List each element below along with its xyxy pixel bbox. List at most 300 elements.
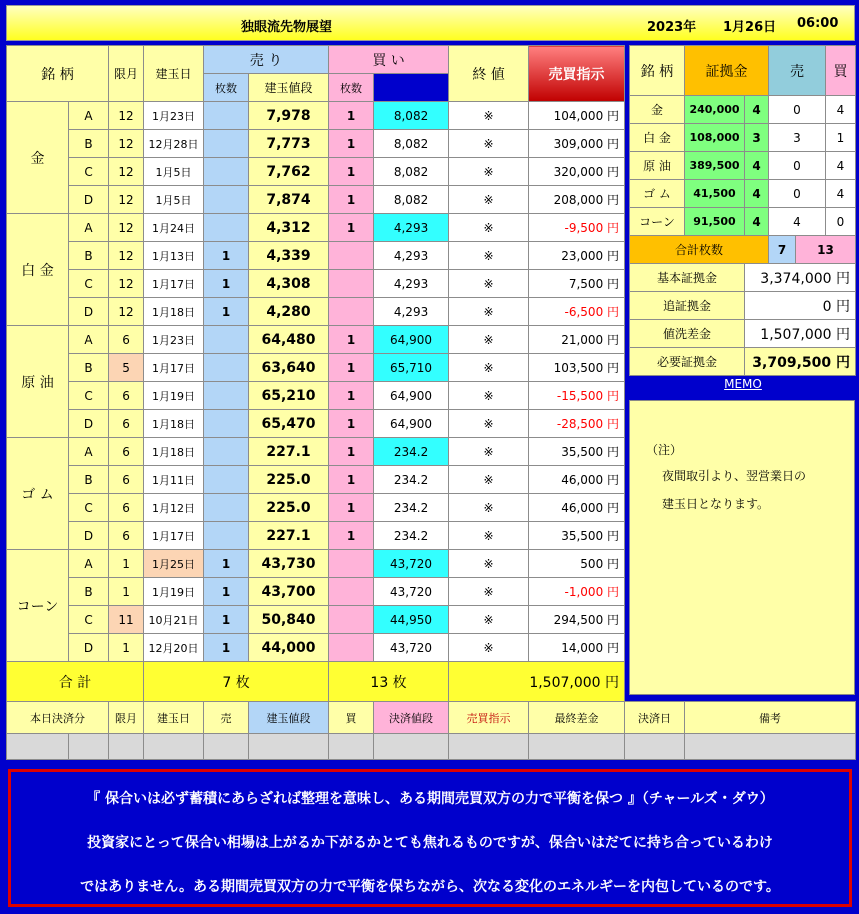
- side-header-kai: 買: [826, 46, 856, 96]
- entry-date: 1月5日: [144, 158, 204, 186]
- sell-count: [204, 186, 249, 214]
- settle-header-7: 売買指示: [449, 702, 529, 734]
- close-price: 44,950: [374, 606, 449, 634]
- trade-mark: ※: [449, 438, 529, 466]
- entry-price: 65,210: [249, 382, 329, 410]
- close-price: 4,293: [374, 270, 449, 298]
- yen-unit: 円: [607, 221, 620, 235]
- entry-date: 1月25日: [144, 550, 204, 578]
- sell-count: [204, 522, 249, 550]
- nearai-label: 値洗差金: [630, 320, 745, 348]
- entry-price: 4,280: [249, 298, 329, 326]
- close-price: 8,082: [374, 158, 449, 186]
- trade-mark: ※: [449, 606, 529, 634]
- entry-date: 1月19日: [144, 578, 204, 606]
- sell-count: 1: [204, 634, 249, 662]
- position-key: C: [69, 270, 109, 298]
- buy-count: [329, 606, 374, 634]
- settle-header-0: 本日決済分: [7, 702, 109, 734]
- yen-unit: 円: [607, 333, 620, 347]
- position-key: B: [69, 466, 109, 494]
- mtm-value: 35,500: [561, 445, 604, 459]
- settle-blank-cell: [449, 734, 529, 760]
- contract-month: 12: [109, 158, 144, 186]
- yen-unit: 円: [607, 445, 620, 459]
- close-price: 234.2: [374, 438, 449, 466]
- sell-count: [204, 438, 249, 466]
- close-price: 43,720: [374, 550, 449, 578]
- table-row: [7, 354, 625, 382]
- position-key: D: [69, 522, 109, 550]
- header-bar: [6, 5, 855, 41]
- margin-row: [630, 208, 856, 236]
- contract-month: 12: [109, 214, 144, 242]
- margin-row: [630, 152, 856, 180]
- yen-unit: 円: [607, 249, 620, 263]
- header-time: 06:00: [797, 16, 839, 31]
- buy-count: 1: [329, 438, 374, 466]
- close-price: 8,082: [374, 130, 449, 158]
- entry-price: 7,978: [249, 102, 329, 130]
- trade-mark: ※: [449, 298, 529, 326]
- margin-sell: 3: [769, 124, 826, 152]
- buy-count: [329, 242, 374, 270]
- kihon-value: 3,374,000 円: [745, 264, 856, 292]
- trade-mark: ※: [449, 382, 529, 410]
- entry-price: 64,480: [249, 326, 329, 354]
- entry-date: 10月21日: [144, 606, 204, 634]
- margin-row: [630, 124, 856, 152]
- yen-unit: 円: [607, 585, 620, 599]
- buy-count: 1: [329, 186, 374, 214]
- contract-month: 6: [109, 466, 144, 494]
- table-row: [7, 298, 625, 326]
- yen-unit: 円: [607, 501, 620, 515]
- close-price: 234.2: [374, 466, 449, 494]
- yen-unit: 円: [607, 193, 620, 207]
- entry-date: 1月17日: [144, 270, 204, 298]
- mtm-value: 46,000: [561, 501, 604, 515]
- mtm-value: 208,000: [553, 193, 604, 207]
- buy-count: [329, 578, 374, 606]
- margin-commodity: ゴ ム: [630, 180, 685, 208]
- settle-header-2: 建玉日: [144, 702, 204, 734]
- contract-month: 1: [109, 550, 144, 578]
- settle-blank-cell: [625, 734, 685, 760]
- yen-unit: 円: [605, 674, 620, 691]
- quote-line: 投資家にとって保合い相場は上がるか下がるかとても焦れるものですが、保合いはだてに持ち合っているわけ: [87, 835, 773, 851]
- close-price: 64,900: [374, 410, 449, 438]
- contract-month: 1: [109, 578, 144, 606]
- commodity-label: 白 金: [7, 214, 69, 326]
- quote-line: ではありません。ある期間売買双方の力で平衡を保ちながら、次なる変化のエネルギーを内包しているのです。: [80, 879, 780, 895]
- settle-blank-cell: [329, 734, 374, 760]
- trade-mark: ※: [449, 130, 529, 158]
- settle-blank-cell: [685, 734, 856, 760]
- contract-month: 6: [109, 410, 144, 438]
- table-row: [7, 438, 625, 466]
- settle-header-5: 買: [329, 702, 374, 734]
- position-key: D: [69, 298, 109, 326]
- entry-date: 12月20日: [144, 634, 204, 662]
- entry-date: 1月18日: [144, 438, 204, 466]
- sell-count: 1: [204, 242, 249, 270]
- margin-commodity: 原 油: [630, 152, 685, 180]
- position-key: B: [69, 130, 109, 158]
- yen-unit: 円: [607, 613, 620, 627]
- table-row: [7, 550, 625, 578]
- close-price: 65,710: [374, 354, 449, 382]
- buy-count: 1: [329, 382, 374, 410]
- side-header-uri: 売: [769, 46, 826, 96]
- yen-unit: 円: [607, 305, 620, 319]
- sell-count: [204, 158, 249, 186]
- settle-blank-cell: [249, 734, 329, 760]
- entry-price: 225.0: [249, 494, 329, 522]
- mtm-value: -9,500: [564, 221, 604, 235]
- settle-header-4: 建玉値段: [249, 702, 329, 734]
- settle-header-6: 決済値段: [374, 702, 449, 734]
- memo-line: 夜間取引より、翌営業日の: [662, 469, 807, 483]
- buy-count: 1: [329, 522, 374, 550]
- table-row: [7, 186, 625, 214]
- table-row: [7, 158, 625, 186]
- close-price: 4,293: [374, 242, 449, 270]
- tsui-value: 0 円: [745, 292, 856, 320]
- table-row: [7, 130, 625, 158]
- hitsuyo-value: 3,709,500 円: [745, 348, 856, 376]
- position-key: B: [69, 354, 109, 382]
- mtm-value: -6,500: [564, 305, 604, 319]
- settle-header-8: 最終差金: [529, 702, 625, 734]
- position-key: B: [69, 578, 109, 606]
- baibai-shiji-button[interactable]: 売買指示: [529, 46, 625, 102]
- margin-count: 3: [745, 124, 769, 152]
- margin-amount: 240,000: [685, 96, 745, 124]
- sell-count: 1: [204, 550, 249, 578]
- entry-price: 225.0: [249, 466, 329, 494]
- contract-month: 6: [109, 438, 144, 466]
- commodity-label: 金: [7, 102, 69, 214]
- settle-header-3: 売: [204, 702, 249, 734]
- position-key: D: [69, 634, 109, 662]
- header-uri: 売 り: [204, 46, 329, 74]
- mtm-value: 23,000: [561, 249, 604, 263]
- table-row: [7, 214, 625, 242]
- entry-price: 4,308: [249, 270, 329, 298]
- close-price: 64,900: [374, 326, 449, 354]
- yen-unit: 円: [607, 361, 620, 375]
- close-price: 43,720: [374, 578, 449, 606]
- contract-month: 12: [109, 186, 144, 214]
- sell-count: [204, 494, 249, 522]
- mtm-value: 21,000: [561, 333, 604, 347]
- contract-month: 12: [109, 102, 144, 130]
- buy-count: 1: [329, 326, 374, 354]
- table-row: [7, 242, 625, 270]
- positions-table: [6, 45, 625, 702]
- contract-month: 6: [109, 522, 144, 550]
- sell-count: [204, 382, 249, 410]
- entry-date: 1月23日: [144, 102, 204, 130]
- yen-unit: 円: [607, 165, 620, 179]
- position-key: D: [69, 410, 109, 438]
- sell-count: [204, 102, 249, 130]
- table-row: [7, 102, 625, 130]
- trade-mark: ※: [449, 326, 529, 354]
- buy-count: [329, 270, 374, 298]
- close-price: 234.2: [374, 522, 449, 550]
- sell-count: [204, 130, 249, 158]
- yen-unit: 円: [607, 529, 620, 543]
- entry-price: 65,470: [249, 410, 329, 438]
- buy-count: 1: [329, 158, 374, 186]
- position-key: B: [69, 242, 109, 270]
- buy-count: 1: [329, 214, 374, 242]
- margin-buy: 4: [826, 96, 856, 124]
- entry-price: 227.1: [249, 438, 329, 466]
- close-price: 8,082: [374, 102, 449, 130]
- yen-unit: 円: [607, 389, 620, 403]
- yen-unit: 円: [607, 641, 620, 655]
- margin-buy: 4: [826, 152, 856, 180]
- entry-date: 1月18日: [144, 410, 204, 438]
- entry-date: 1月24日: [144, 214, 204, 242]
- trade-mark: ※: [449, 410, 529, 438]
- table-row: [7, 382, 625, 410]
- close-price: 4,293: [374, 298, 449, 326]
- page-title: 独眼流先物展望: [241, 20, 333, 35]
- settle-blank-cell: [204, 734, 249, 760]
- contract-month: 11: [109, 606, 144, 634]
- position-key: C: [69, 606, 109, 634]
- entry-price: 50,840: [249, 606, 329, 634]
- side-total-sell: 7: [769, 236, 796, 264]
- sell-count: 1: [204, 578, 249, 606]
- table-row: [7, 494, 625, 522]
- header-date: 1月26日: [723, 20, 777, 35]
- position-key: C: [69, 382, 109, 410]
- yen-unit: 円: [607, 417, 620, 431]
- quote-line: 『 保合いは必ず蓄積にあらざれば整理を意味し、ある期間売買双方の力で平衡を保つ 』（チャールズ・ダウ）: [86, 791, 774, 807]
- position-key: A: [69, 550, 109, 578]
- position-key: D: [69, 186, 109, 214]
- margin-sell: 4: [769, 208, 826, 236]
- margin-sell: 0: [769, 96, 826, 124]
- close-price: 234.2: [374, 494, 449, 522]
- settle-blank-cell: [7, 734, 69, 760]
- contract-month: 5: [109, 354, 144, 382]
- close-price: 64,900: [374, 382, 449, 410]
- margin-buy: 1: [826, 124, 856, 152]
- contract-month: 6: [109, 326, 144, 354]
- total-buy: 13 枚: [329, 662, 449, 702]
- mtm-value: -15,500: [556, 389, 604, 403]
- kihon-label: 基本証拠金: [630, 264, 745, 292]
- mtm-value: -28,500: [556, 417, 604, 431]
- margin-table: [629, 45, 856, 376]
- trade-mark: ※: [449, 242, 529, 270]
- trade-mark: ※: [449, 270, 529, 298]
- entry-date: 1月18日: [144, 298, 204, 326]
- margin-commodity: 金: [630, 96, 685, 124]
- sell-count: [204, 326, 249, 354]
- trade-mark: ※: [449, 102, 529, 130]
- yen-unit: 円: [607, 277, 620, 291]
- entry-price: 227.1: [249, 522, 329, 550]
- trade-mark: ※: [449, 578, 529, 606]
- settle-blank-cell: [144, 734, 204, 760]
- margin-amount: 41,500: [685, 180, 745, 208]
- memo-link[interactable]: MEMO: [724, 377, 762, 391]
- margin-count: 4: [745, 96, 769, 124]
- sell-count: [204, 466, 249, 494]
- entry-price: 4,312: [249, 214, 329, 242]
- margin-count: 4: [745, 180, 769, 208]
- sell-count: 1: [204, 606, 249, 634]
- yen-unit: 円: [607, 557, 620, 571]
- margin-sell: 0: [769, 180, 826, 208]
- mtm-value: -1,000: [564, 585, 604, 599]
- yen-unit: 円: [607, 137, 620, 151]
- trade-mark: ※: [449, 186, 529, 214]
- settle-header-1: 限月: [109, 702, 144, 734]
- header-maisu-sell: 枚数: [204, 74, 249, 102]
- settle-blank-cell: [529, 734, 625, 760]
- table-row: [7, 270, 625, 298]
- trade-mark: ※: [449, 634, 529, 662]
- side-header-shoko: 証拠金: [685, 46, 769, 96]
- header-tategyoku-nedan: 建玉値段: [249, 74, 329, 102]
- margin-amount: 91,500: [685, 208, 745, 236]
- side-header-meigara: 銘 柄: [630, 46, 685, 96]
- settle-blank-cell: [374, 734, 449, 760]
- position-key: A: [69, 438, 109, 466]
- table-row: [7, 606, 625, 634]
- buy-count: 1: [329, 494, 374, 522]
- commodity-label: コーン: [7, 550, 69, 662]
- entry-price: 43,700: [249, 578, 329, 606]
- hitsuyo-label: 必要証拠金: [630, 348, 745, 376]
- margin-row: [630, 96, 856, 124]
- entry-date: 1月11日: [144, 466, 204, 494]
- entry-price: 7,874: [249, 186, 329, 214]
- entry-price: 4,339: [249, 242, 329, 270]
- margin-buy: 0: [826, 208, 856, 236]
- entry-date: 1月17日: [144, 522, 204, 550]
- entry-price: 7,773: [249, 130, 329, 158]
- contract-month: 12: [109, 242, 144, 270]
- buy-count: [329, 634, 374, 662]
- margin-commodity: コーン: [630, 208, 685, 236]
- margin-amount: 108,000: [685, 124, 745, 152]
- settle-header-9: 決済日: [625, 702, 685, 734]
- mtm-value: 320,000: [553, 165, 604, 179]
- entry-price: 44,000: [249, 634, 329, 662]
- position-key: A: [69, 102, 109, 130]
- mtm-value: 500: [580, 557, 604, 571]
- side-total-label: 合計枚数: [630, 236, 769, 264]
- buy-count: 1: [329, 466, 374, 494]
- close-price: 8,082: [374, 186, 449, 214]
- trade-mark: ※: [449, 158, 529, 186]
- entry-date: 1月17日: [144, 354, 204, 382]
- entry-date: 1月12日: [144, 494, 204, 522]
- mtm-value: 14,000: [561, 641, 604, 655]
- margin-count: 4: [745, 152, 769, 180]
- entry-date: 1月23日: [144, 326, 204, 354]
- trade-mark: ※: [449, 522, 529, 550]
- table-row: [7, 326, 625, 354]
- sell-count: [204, 214, 249, 242]
- buy-count: 1: [329, 102, 374, 130]
- trade-mark: ※: [449, 354, 529, 382]
- quote-box: [8, 769, 852, 907]
- entry-price: 7,762: [249, 158, 329, 186]
- entry-date: 1月5日: [144, 186, 204, 214]
- side-total-buy: 13: [796, 236, 856, 264]
- position-key: A: [69, 326, 109, 354]
- entry-date: 12月28日: [144, 130, 204, 158]
- position-key: A: [69, 214, 109, 242]
- entry-date: 1月19日: [144, 382, 204, 410]
- buy-count: [329, 298, 374, 326]
- position-key: C: [69, 158, 109, 186]
- yen-unit: 円: [607, 473, 620, 487]
- buy-count: 1: [329, 354, 374, 382]
- table-row: [7, 410, 625, 438]
- commodity-label: 原 油: [7, 326, 69, 438]
- table-row: [7, 466, 625, 494]
- entry-date: 1月13日: [144, 242, 204, 270]
- entry-price: 63,640: [249, 354, 329, 382]
- margin-amount: 389,500: [685, 152, 745, 180]
- settle-blank-cell: [109, 734, 144, 760]
- mtm-value: 46,000: [561, 473, 604, 487]
- buy-count: 1: [329, 410, 374, 438]
- contract-month: 12: [109, 130, 144, 158]
- commodity-label: ゴ ム: [7, 438, 69, 550]
- settle-header-10: 備考: [685, 702, 856, 734]
- mtm-value: 309,000: [553, 137, 604, 151]
- header-owarine: 終 値: [449, 46, 529, 102]
- margin-buy: 4: [826, 180, 856, 208]
- contract-month: 6: [109, 382, 144, 410]
- mtm-value: 7,500: [568, 277, 604, 291]
- contract-month: 12: [109, 270, 144, 298]
- tsui-label: 追証拠金: [630, 292, 745, 320]
- header-kai: 買 い: [329, 46, 449, 74]
- table-row: [7, 522, 625, 550]
- mtm-value: 104,000: [553, 109, 604, 123]
- buy-count: [329, 550, 374, 578]
- settle-blank-cell: [69, 734, 109, 760]
- trade-mark: ※: [449, 466, 529, 494]
- settlement-table: [6, 701, 856, 760]
- margin-count: 4: [745, 208, 769, 236]
- nearai-value: 1,507,000 円: [745, 320, 856, 348]
- header-year: 2023年: [647, 20, 697, 35]
- memo-line: （注）: [646, 443, 683, 457]
- close-price: 4,293: [374, 214, 449, 242]
- mtm-value: 103,500: [553, 361, 604, 375]
- mtm-value: 294,500: [553, 613, 604, 627]
- total-label: 合 計: [7, 662, 144, 702]
- margin-row: [630, 180, 856, 208]
- trade-mark: ※: [449, 214, 529, 242]
- header-gengetsu: 限月: [109, 46, 144, 102]
- position-key: C: [69, 494, 109, 522]
